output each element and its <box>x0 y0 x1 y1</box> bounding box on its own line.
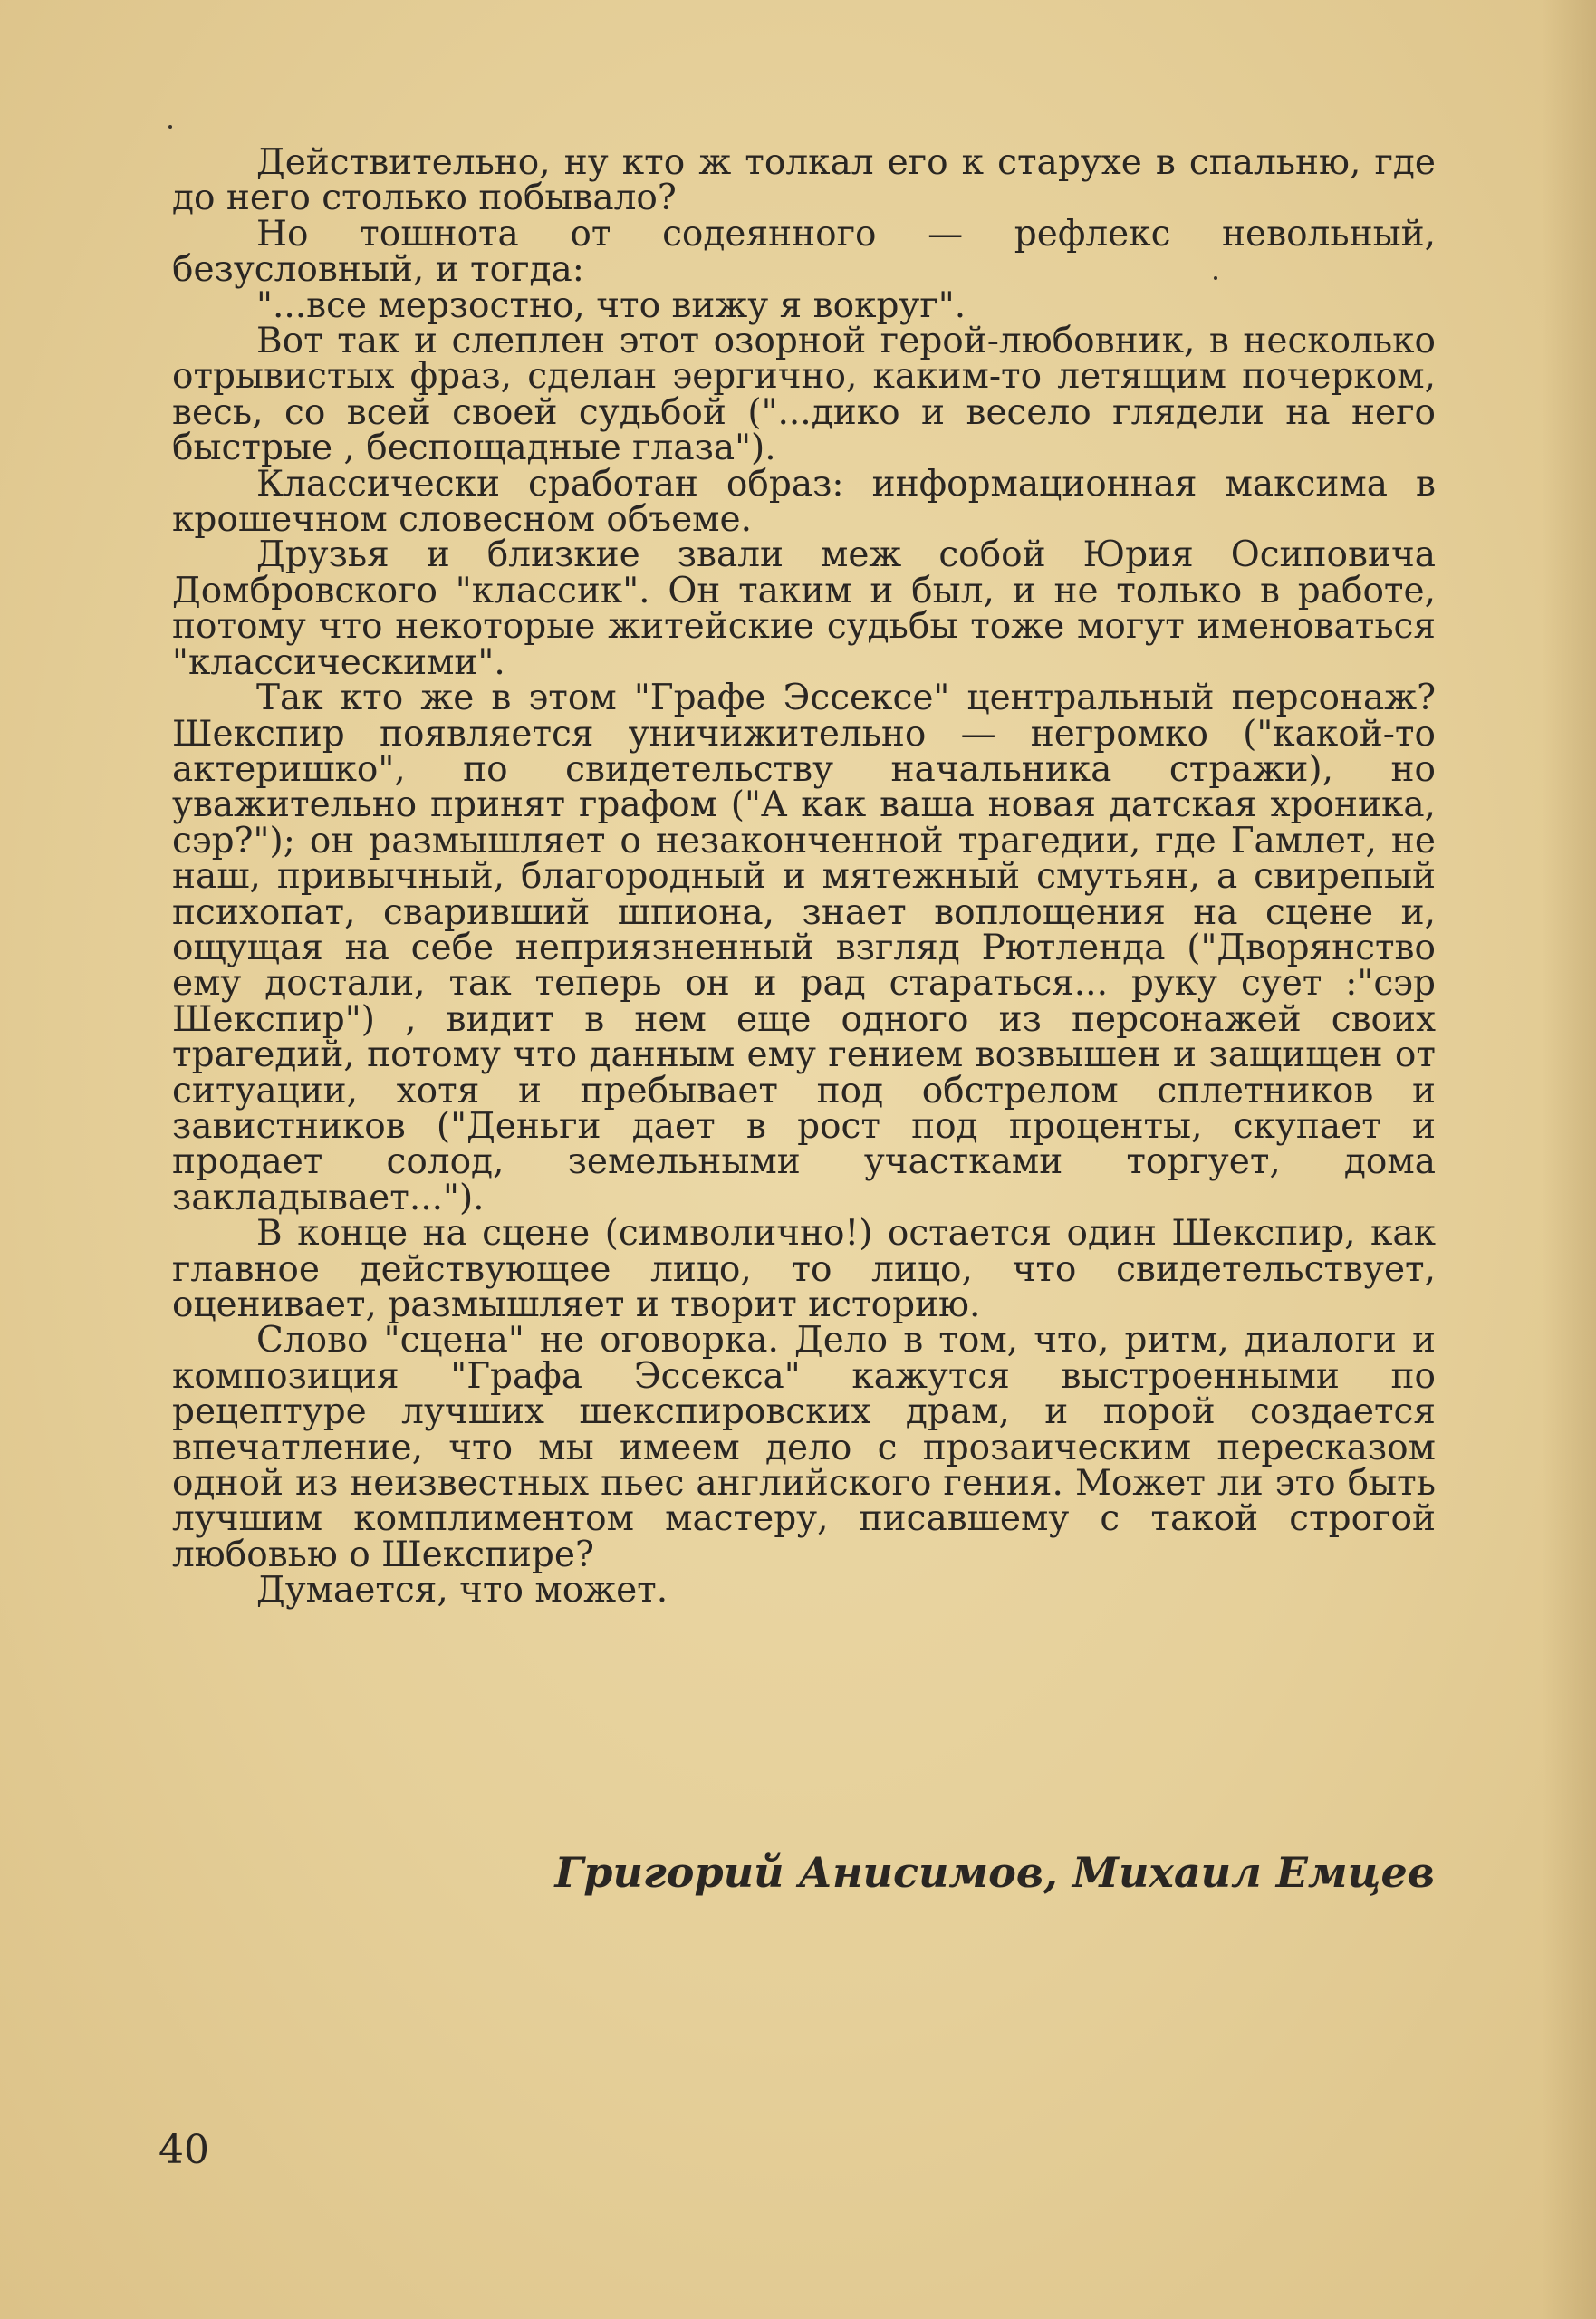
paragraph: В конце на сцене (символично!) остается один Шекспир, как главное действующее лицо, то лицо, что свидетельствует, оценивает, размышляет и творит историю. <box>172 1213 1436 1325</box>
paragraph: Но тошнота от содеянного — рефлекс невольный, безусловный, и тогда: <box>172 213 1436 291</box>
paragraph: Так кто же в этом "Графе Эссексе" центральный персонаж? Шекспир появляется уничижительно — негромко ("какой-то актеришко", по свидетельству начальника стражи), но уважительно принят графом ("А как ваша новая датская хроника, сэр?"); он размышляет о незаконченной трагедии, где Гамлет, не наш, привычный, благородный и мятежный смутьян, а свирепый психопат, сваривший шпиона, знает воплощения на сцене и, ощущая на себе неприязненный взгляд Рютленда ("Дворянство ему достали, так теперь он и рад стараться... руку сует :"сэр Шекспир") , видит в нем еще одного из персонажей своих трагедий, потому что данным ему гением возвышен и защищен от ситуации, хотя и пребывает под обстрелом сплетников и завистников ("Деньги дает в рост под проценты, скупает и продает солод, земельными участками торгует, дома закладывает..."). <box>172 678 1436 1218</box>
paragraph: Слово "сцена" не оговорка. Дело в том, что, ритм, диалоги и композиция "Графа Эссекса" кажутся выстроенными по рецептуре лучших шекспировских драм, и порой создается впечатление, что мы имеем дело с прозаическим пересказом одной из неизвестных пьес английского гения. Может ли это быть лучшим комплиментом мастеру, писавшему с такой строгой любовью о Шекспире? <box>172 1320 1436 1575</box>
paragraph: Вот так и слеплен этот озорной герой-любовник, в несколько отрывистых фраз, сделан эергично, каким-то летящим почерком, весь, со всей своей судьбой ("...дико и весело глядели на него быстрые , беспощадные глаза"). <box>172 321 1436 469</box>
print-speck <box>168 125 172 129</box>
article-body <box>172 142 1436 1612</box>
paragraph: Друзья и близкие звали меж собой Юрия Осиповича Домбровского "классик". Он таким и был, и не только в работе, потому что некоторые житейские судьбы тоже могут именоваться "классическими". <box>172 534 1436 683</box>
paragraph: Классически сработан образ: информационная максима в крошечном словесном объеме. <box>172 463 1436 541</box>
page-number: 40 <box>159 2127 209 2173</box>
paragraph: Думается, что может. <box>256 1570 668 1612</box>
author-signature: Григорий Анисимов, Михаил Емцев <box>554 1848 1435 1897</box>
paragraph: Действительно, ну кто ж толкал его к старухе в спальню, где до него столько побывало? <box>172 142 1436 219</box>
page-edge-shade <box>1542 0 1596 2319</box>
paragraph: "...все мерзостно, что вижу я вокруг". <box>256 284 966 326</box>
